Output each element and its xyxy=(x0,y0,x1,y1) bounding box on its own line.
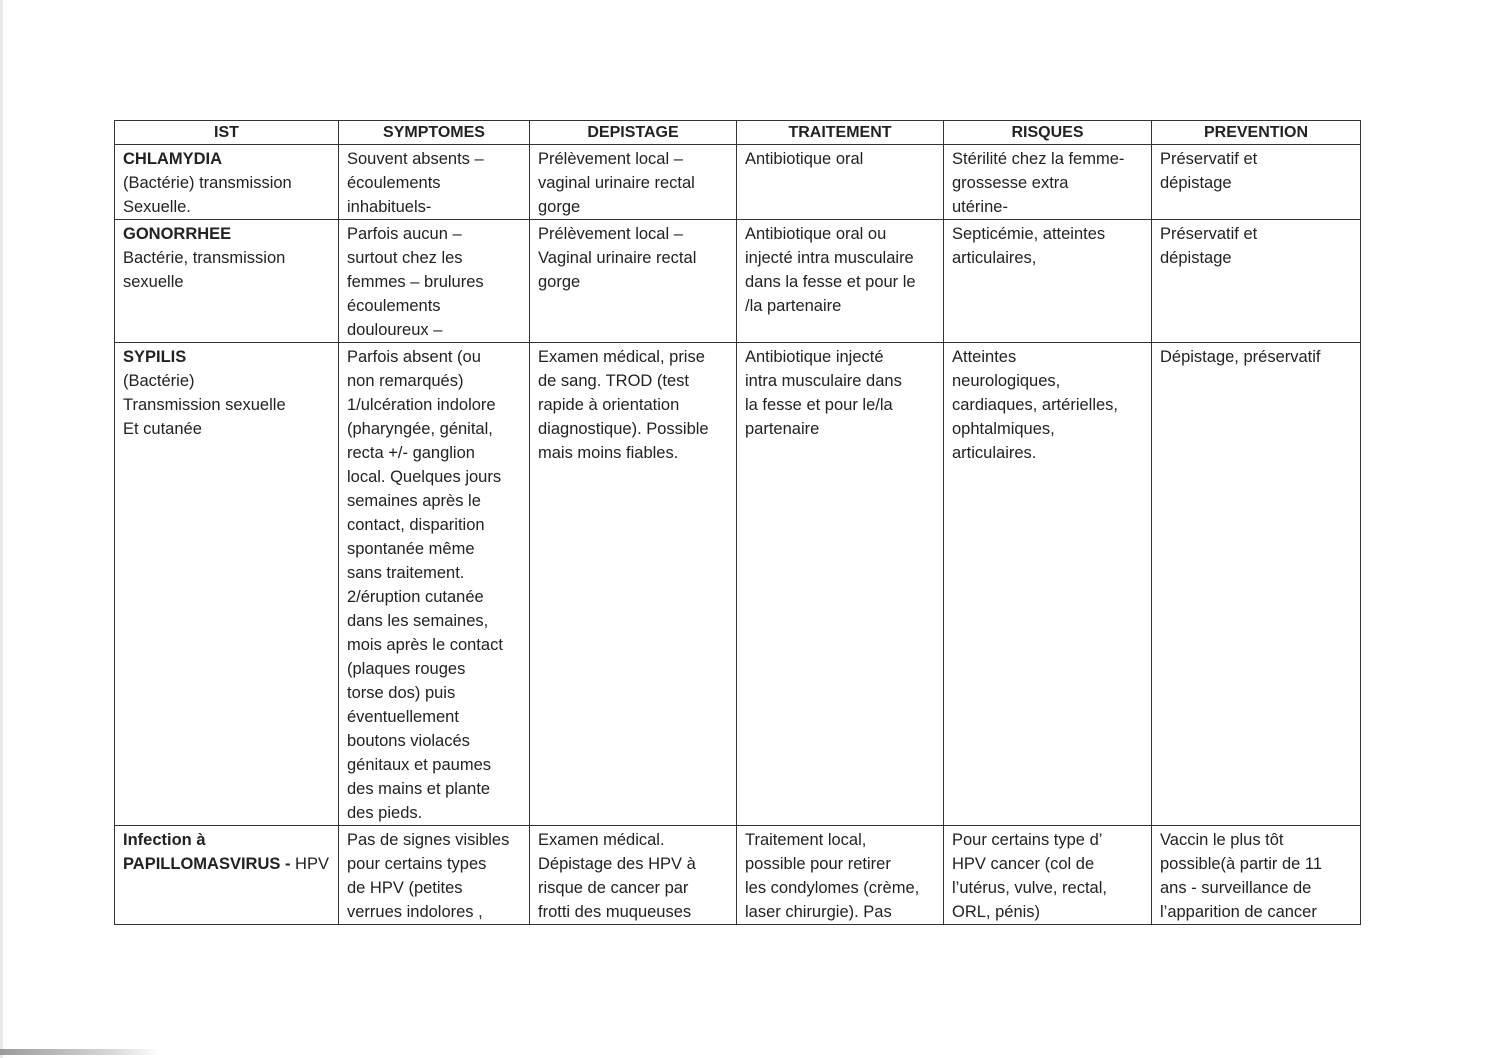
symptomes-line: local. Quelques jours xyxy=(347,468,502,486)
cell-depistage xyxy=(530,145,737,220)
symptomes-line: mois après le contact xyxy=(347,636,503,654)
risques-line: Atteintes xyxy=(952,348,1017,366)
depistage-line: Prélèvement local – xyxy=(538,150,683,168)
cell-symptomes xyxy=(339,826,530,925)
cell-prevention xyxy=(1152,343,1361,826)
ist-line xyxy=(123,270,332,294)
ist-text: SYPILIS xyxy=(123,348,187,366)
traitement-line: laser chirurgie). Pas xyxy=(745,903,892,921)
table-body xyxy=(115,145,1361,925)
page-edge-shadow xyxy=(0,0,3,1058)
ist-line xyxy=(123,147,332,171)
cell-depistage xyxy=(530,826,737,925)
risques-line: l’utérus, vulve, rectal, xyxy=(952,879,1107,897)
depistage-line: risque de cancer par xyxy=(538,879,689,897)
ist-text: Et cutanée xyxy=(123,420,202,438)
cell-symptomes xyxy=(339,145,530,220)
ist-text: GONORRHEE xyxy=(123,225,232,243)
depistage-line: gorge xyxy=(538,273,581,291)
ist-text: Bactérie, transmission xyxy=(123,249,286,267)
traitement-line: intra musculaire dans xyxy=(745,372,902,390)
ist-line xyxy=(123,393,332,417)
header-prevention: PREVENTION xyxy=(1152,121,1361,145)
cell-prevention xyxy=(1152,220,1361,343)
symptomes-line: recta +/- ganglion xyxy=(347,444,475,462)
depistage-line: Vaginal urinaire rectal xyxy=(538,249,697,267)
symptomes-line: de HPV (petites xyxy=(347,879,463,897)
header-risques: RISQUES xyxy=(944,121,1152,145)
traitement-line: possible pour retirer xyxy=(745,855,891,873)
symptomes-line: spontanée même xyxy=(347,540,475,558)
risques-line: ophtalmiques, xyxy=(952,420,1055,438)
traitement-line: la fesse et pour le/la xyxy=(745,396,893,414)
symptomes-line: torse dos) puis xyxy=(347,684,456,702)
risques-line: utérine- xyxy=(952,198,1008,216)
symptomes-line: (plaques rouges xyxy=(347,660,466,678)
traitement-line: partenaire xyxy=(745,420,820,438)
cell-risques xyxy=(944,343,1152,826)
cell-risques xyxy=(944,826,1152,925)
ist-line xyxy=(123,195,332,219)
symptomes-line: dans les semaines, xyxy=(347,612,489,630)
symptomes-line: génitaux et paumes xyxy=(347,756,492,774)
header-traitement: TRAITEMENT xyxy=(737,121,944,145)
risques-line: HPV cancer (col de xyxy=(952,855,1095,873)
risques-line: articulaires. xyxy=(952,444,1037,462)
symptomes-line: 1/ulcération indolore xyxy=(347,396,496,414)
cell-prevention xyxy=(1152,145,1361,220)
traitement-line: dans la fesse et pour le xyxy=(745,273,916,291)
scan-artifact xyxy=(0,1049,160,1055)
prevention-line: l’apparition de cancer xyxy=(1160,903,1317,921)
symptomes-line: douloureux – xyxy=(347,321,443,339)
ist-text: CHLAMYDIA xyxy=(123,150,222,168)
traitement-line: Antibiotique oral ou xyxy=(745,225,887,243)
risques-line: grossesse extra xyxy=(952,174,1069,192)
symptomes-line: Souvent absents – xyxy=(347,150,484,168)
prevention-line: Dépistage, préservatif xyxy=(1160,348,1321,366)
ist-line xyxy=(123,171,332,195)
symptomes-line: des pieds. xyxy=(347,804,423,822)
depistage-line: rapide à orientation xyxy=(538,396,680,414)
symptomes-line: Parfois aucun – xyxy=(347,225,462,243)
cell-prevention xyxy=(1152,826,1361,925)
risques-line: ORL, pénis) xyxy=(952,903,1041,921)
ist-line xyxy=(123,417,332,441)
symptomes-line: écoulements xyxy=(347,174,441,192)
symptomes-line: contact, disparition xyxy=(347,516,485,534)
ist-text: Sexuelle. xyxy=(123,198,191,216)
symptomes-line: Pas de signes visibles xyxy=(347,831,510,849)
symptomes-line: des mains et plante xyxy=(347,780,491,798)
cell-depistage xyxy=(530,220,737,343)
prevention-line: Préservatif et xyxy=(1160,225,1258,243)
risques-line: cardiaques, artérielles, xyxy=(952,396,1118,414)
symptomes-line: éventuellement xyxy=(347,708,459,726)
symptomes-line: Parfois absent (ou xyxy=(347,348,481,366)
ist-text: (Bactérie) xyxy=(123,372,195,390)
cell-traitement xyxy=(737,343,944,826)
ist-line xyxy=(123,828,332,852)
depistage-line: de sang. TROD (test xyxy=(538,372,690,390)
depistage-line: gorge xyxy=(538,198,581,216)
traitement-line: injecté intra musculaire xyxy=(745,249,914,267)
depistage-line: Prélèvement local – xyxy=(538,225,683,243)
header-row xyxy=(115,121,1361,145)
symptomes-line: femmes – brulures xyxy=(347,273,484,291)
ist-text: (Bactérie) transmission xyxy=(123,174,292,192)
cell-depistage xyxy=(530,343,737,826)
depistage-line: Dépistage des HPV à xyxy=(538,855,696,873)
ist-text: Transmission sexuelle xyxy=(123,396,286,414)
cell-traitement xyxy=(737,826,944,925)
cell-risques xyxy=(944,145,1152,220)
symptomes-line: semaines après le xyxy=(347,492,481,510)
cell-ist xyxy=(115,220,339,343)
traitement-line: Antibiotique oral xyxy=(745,150,864,168)
risques-line: Septicémie, atteintes xyxy=(952,225,1106,243)
cell-symptomes xyxy=(339,220,530,343)
cell-traitement xyxy=(737,145,944,220)
risques-line: articulaires, xyxy=(952,249,1037,267)
symptomes-line: verrues indolores , xyxy=(347,903,483,921)
ist-line xyxy=(123,369,332,393)
prevention-line: possible(à partir de 11 xyxy=(1160,855,1323,873)
prevention-line: Vaccin le plus tôt xyxy=(1160,831,1284,849)
cell-ist xyxy=(115,343,339,826)
prevention-line: ans - surveillance de xyxy=(1160,879,1312,897)
cell-symptomes xyxy=(339,343,530,826)
symptomes-line: (pharyngée, génital, xyxy=(347,420,493,438)
depistage-line: Examen médical. xyxy=(538,831,665,849)
depistage-line: mais moins fiables. xyxy=(538,444,679,462)
symptomes-line: boutons violacés xyxy=(347,732,470,750)
header-depistage: DEPISTAGE xyxy=(530,121,737,145)
ist-table xyxy=(114,120,1361,925)
risques-line: Stérilité chez la femme- xyxy=(952,150,1125,168)
ist-line xyxy=(123,345,332,369)
table-row xyxy=(115,145,1361,220)
ist-text: PAPILLOMASVIRUS - xyxy=(123,855,296,873)
cell-traitement xyxy=(737,220,944,343)
ist-text: Infection à xyxy=(123,831,206,849)
prevention-line: dépistage xyxy=(1160,174,1232,192)
ist-line xyxy=(123,852,332,876)
symptomes-line: surtout chez les xyxy=(347,249,463,267)
depistage-line: diagnostique). Possible xyxy=(538,420,709,438)
header-ist: IST xyxy=(115,121,339,145)
prevention-line: Préservatif et xyxy=(1160,150,1258,168)
depistage-line: vaginal urinaire rectal xyxy=(538,174,695,192)
traitement-line: Antibiotique injecté xyxy=(745,348,884,366)
ist-line xyxy=(123,222,332,246)
traitement-line: /la partenaire xyxy=(745,297,842,315)
symptomes-line: sans traitement. xyxy=(347,564,465,582)
header-symptomes: SYMPTOMES xyxy=(339,121,530,145)
symptomes-line: 2/éruption cutanée xyxy=(347,588,484,606)
ist-suffix: HPV xyxy=(295,855,329,873)
risques-line: Pour certains type d’ xyxy=(952,831,1103,849)
depistage-line: Examen médical, prise xyxy=(538,348,705,366)
ist-text: sexuelle xyxy=(123,273,184,291)
cell-ist xyxy=(115,145,339,220)
cell-ist xyxy=(115,826,339,925)
depistage-line: frotti des muqueuses xyxy=(538,903,692,921)
table-row xyxy=(115,220,1361,343)
cell-risques xyxy=(944,220,1152,343)
traitement-line: les condylomes (crème, xyxy=(745,879,920,897)
prevention-line: dépistage xyxy=(1160,249,1232,267)
risques-line: neurologiques, xyxy=(952,372,1061,390)
ist-line xyxy=(123,246,332,270)
table-row xyxy=(115,343,1361,826)
symptomes-line: inhabituels- xyxy=(347,198,432,216)
traitement-line: Traitement local, xyxy=(745,831,867,849)
table-row xyxy=(115,826,1361,925)
symptomes-line: écoulements xyxy=(347,297,441,315)
symptomes-line: non remarqués) xyxy=(347,372,464,390)
symptomes-line: pour certains types xyxy=(347,855,487,873)
